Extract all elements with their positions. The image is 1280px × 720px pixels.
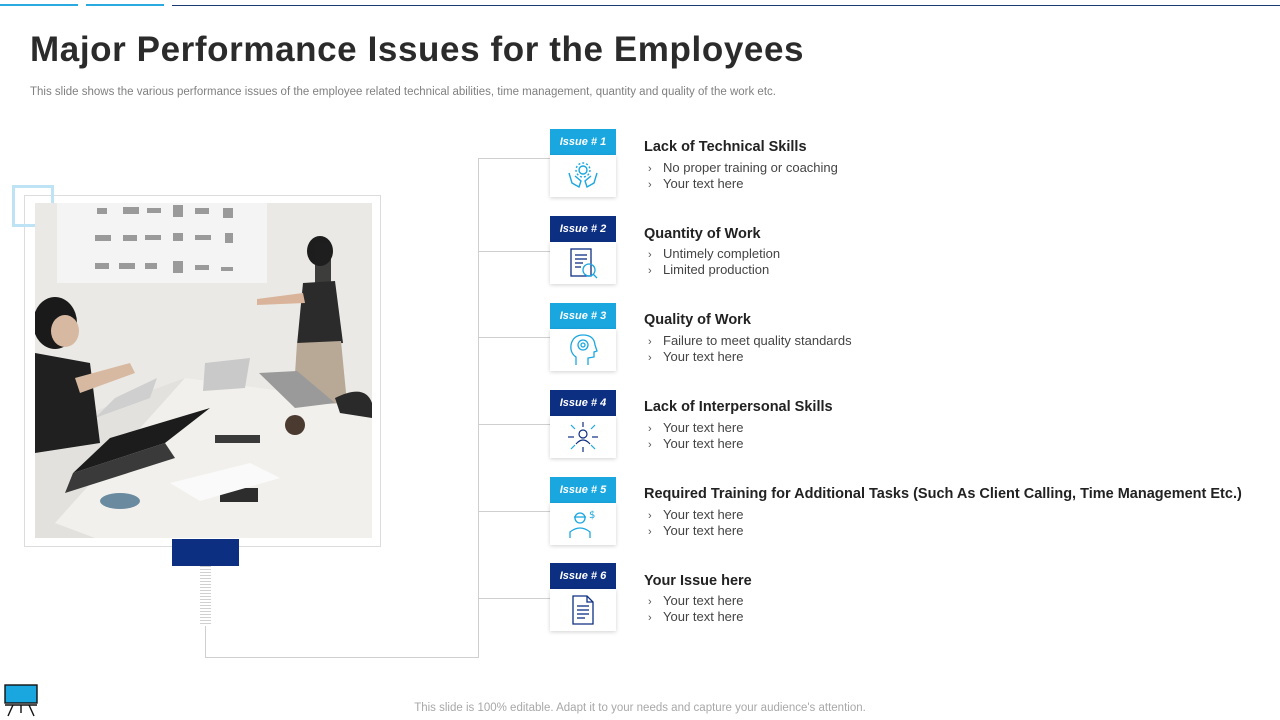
issue-6-badge: Issue # 6: [550, 563, 616, 589]
issue-4-badge: Issue # 4: [550, 390, 616, 416]
issue-6-heading: Your Issue here: [644, 573, 752, 589]
connector-branch-1: [478, 158, 550, 159]
chevron-right-icon: ›: [648, 249, 652, 261]
connector-trunk: [478, 158, 479, 658]
chevron-right-icon: ›: [648, 163, 652, 175]
issue-3-bullet-2: [648, 349, 743, 364]
top-accent-bar-1: [0, 4, 78, 6]
issue-4-bullet-1: [648, 420, 743, 435]
connector-line: [205, 657, 479, 658]
chevron-right-icon: ›: [648, 439, 652, 451]
chevron-right-icon: ›: [648, 179, 652, 191]
issue-5-bullet-2: [648, 523, 743, 538]
bullet-text: Your text here: [663, 609, 744, 624]
chevron-right-icon: ›: [648, 423, 652, 435]
issue-2-bullet-2: [648, 262, 769, 277]
issue-1-badge: Issue # 1: [550, 129, 616, 155]
head-brain-icon: [568, 333, 598, 367]
bullet-text: Your text here: [663, 176, 744, 191]
bullet-text: Your text here: [663, 436, 744, 451]
bullet-text: Your text here: [663, 349, 744, 364]
issue-3-bullet-1: [648, 333, 852, 348]
issue-6-icon-card: [550, 589, 616, 631]
top-accent-bar-2: [86, 4, 164, 6]
issue-2-bullet-1: [648, 246, 780, 261]
bullet-text: Untimely completion: [663, 246, 781, 261]
issue-6-bullet-1: [648, 593, 743, 608]
issue-3-icon-card: [550, 329, 616, 371]
issue-1-bullet-1: [648, 160, 838, 175]
connector-line: [205, 626, 206, 658]
issue-5-badge: Issue # 5: [550, 477, 616, 503]
issue-4-icon-card: [550, 416, 616, 458]
issue-4-bullet-2: [648, 436, 743, 451]
bullet-text: Your text here: [663, 593, 744, 608]
meeting-photo: [35, 203, 372, 538]
chevron-right-icon: ›: [648, 596, 652, 608]
worker-dollar-icon: [567, 508, 599, 540]
slide-title: Major Performance Issues for the Employees: [30, 30, 805, 69]
top-rule: [172, 5, 1280, 6]
person-network-icon: [566, 420, 600, 454]
connector-branch-2: [478, 251, 550, 252]
chevron-right-icon: ›: [648, 336, 652, 348]
bullet-text: Your text here: [663, 523, 744, 538]
connector-branch-6: [478, 598, 550, 599]
issue-4-heading: Lack of Interpersonal Skills: [644, 399, 833, 415]
issue-5-bullet-1: [648, 507, 743, 522]
chevron-right-icon: ›: [648, 526, 652, 538]
connector-branch-3: [478, 337, 550, 338]
bullet-text: Limited production: [663, 262, 770, 277]
issue-2-badge: Issue # 2: [550, 216, 616, 242]
issue-5-icon-card: [550, 503, 616, 545]
issue-2-heading: Quantity of Work: [644, 226, 761, 242]
issue-1-icon-card: [550, 155, 616, 197]
chevron-right-icon: ›: [648, 612, 652, 624]
footer-note: This slide is 100% editable. Adapt it to your needs and capture your audience's attention.: [414, 702, 866, 714]
issue-5-heading: Required Training for Additional Tasks (Such As Client Calling, Time Management Etc.): [644, 486, 1242, 502]
document-icon: [569, 594, 597, 626]
connector-branch-5: [478, 511, 550, 512]
hands-gear-icon: [566, 161, 600, 191]
issue-1-heading: Lack of Technical Skills: [644, 139, 807, 155]
slide-subtitle: This slide shows the various performance issues of the employee related technical abilities, time management, quantity and quality of the work etc.: [30, 86, 776, 98]
bullet-text: No proper training or coaching: [663, 160, 838, 175]
connector-branch-4: [478, 424, 550, 425]
bullet-text: Failure to meet quality standards: [663, 333, 852, 348]
chevron-right-icon: ›: [648, 352, 652, 364]
chevron-right-icon: ›: [648, 265, 652, 277]
report-icon: [567, 247, 599, 279]
svg-text:$: $: [589, 510, 596, 521]
issue-3-heading: Quality of Work: [644, 312, 751, 328]
striped-connector: [200, 566, 211, 626]
photo-tab-accent: [172, 539, 239, 566]
bullet-text: Your text here: [663, 507, 744, 522]
bullet-text: Your text here: [663, 420, 744, 435]
issue-1-bullet-2: [648, 176, 743, 191]
chevron-right-icon: ›: [648, 510, 652, 522]
issue-6-bullet-2: [648, 609, 743, 624]
issue-3-badge: Issue # 3: [550, 303, 616, 329]
issue-2-icon-card: [550, 242, 616, 284]
